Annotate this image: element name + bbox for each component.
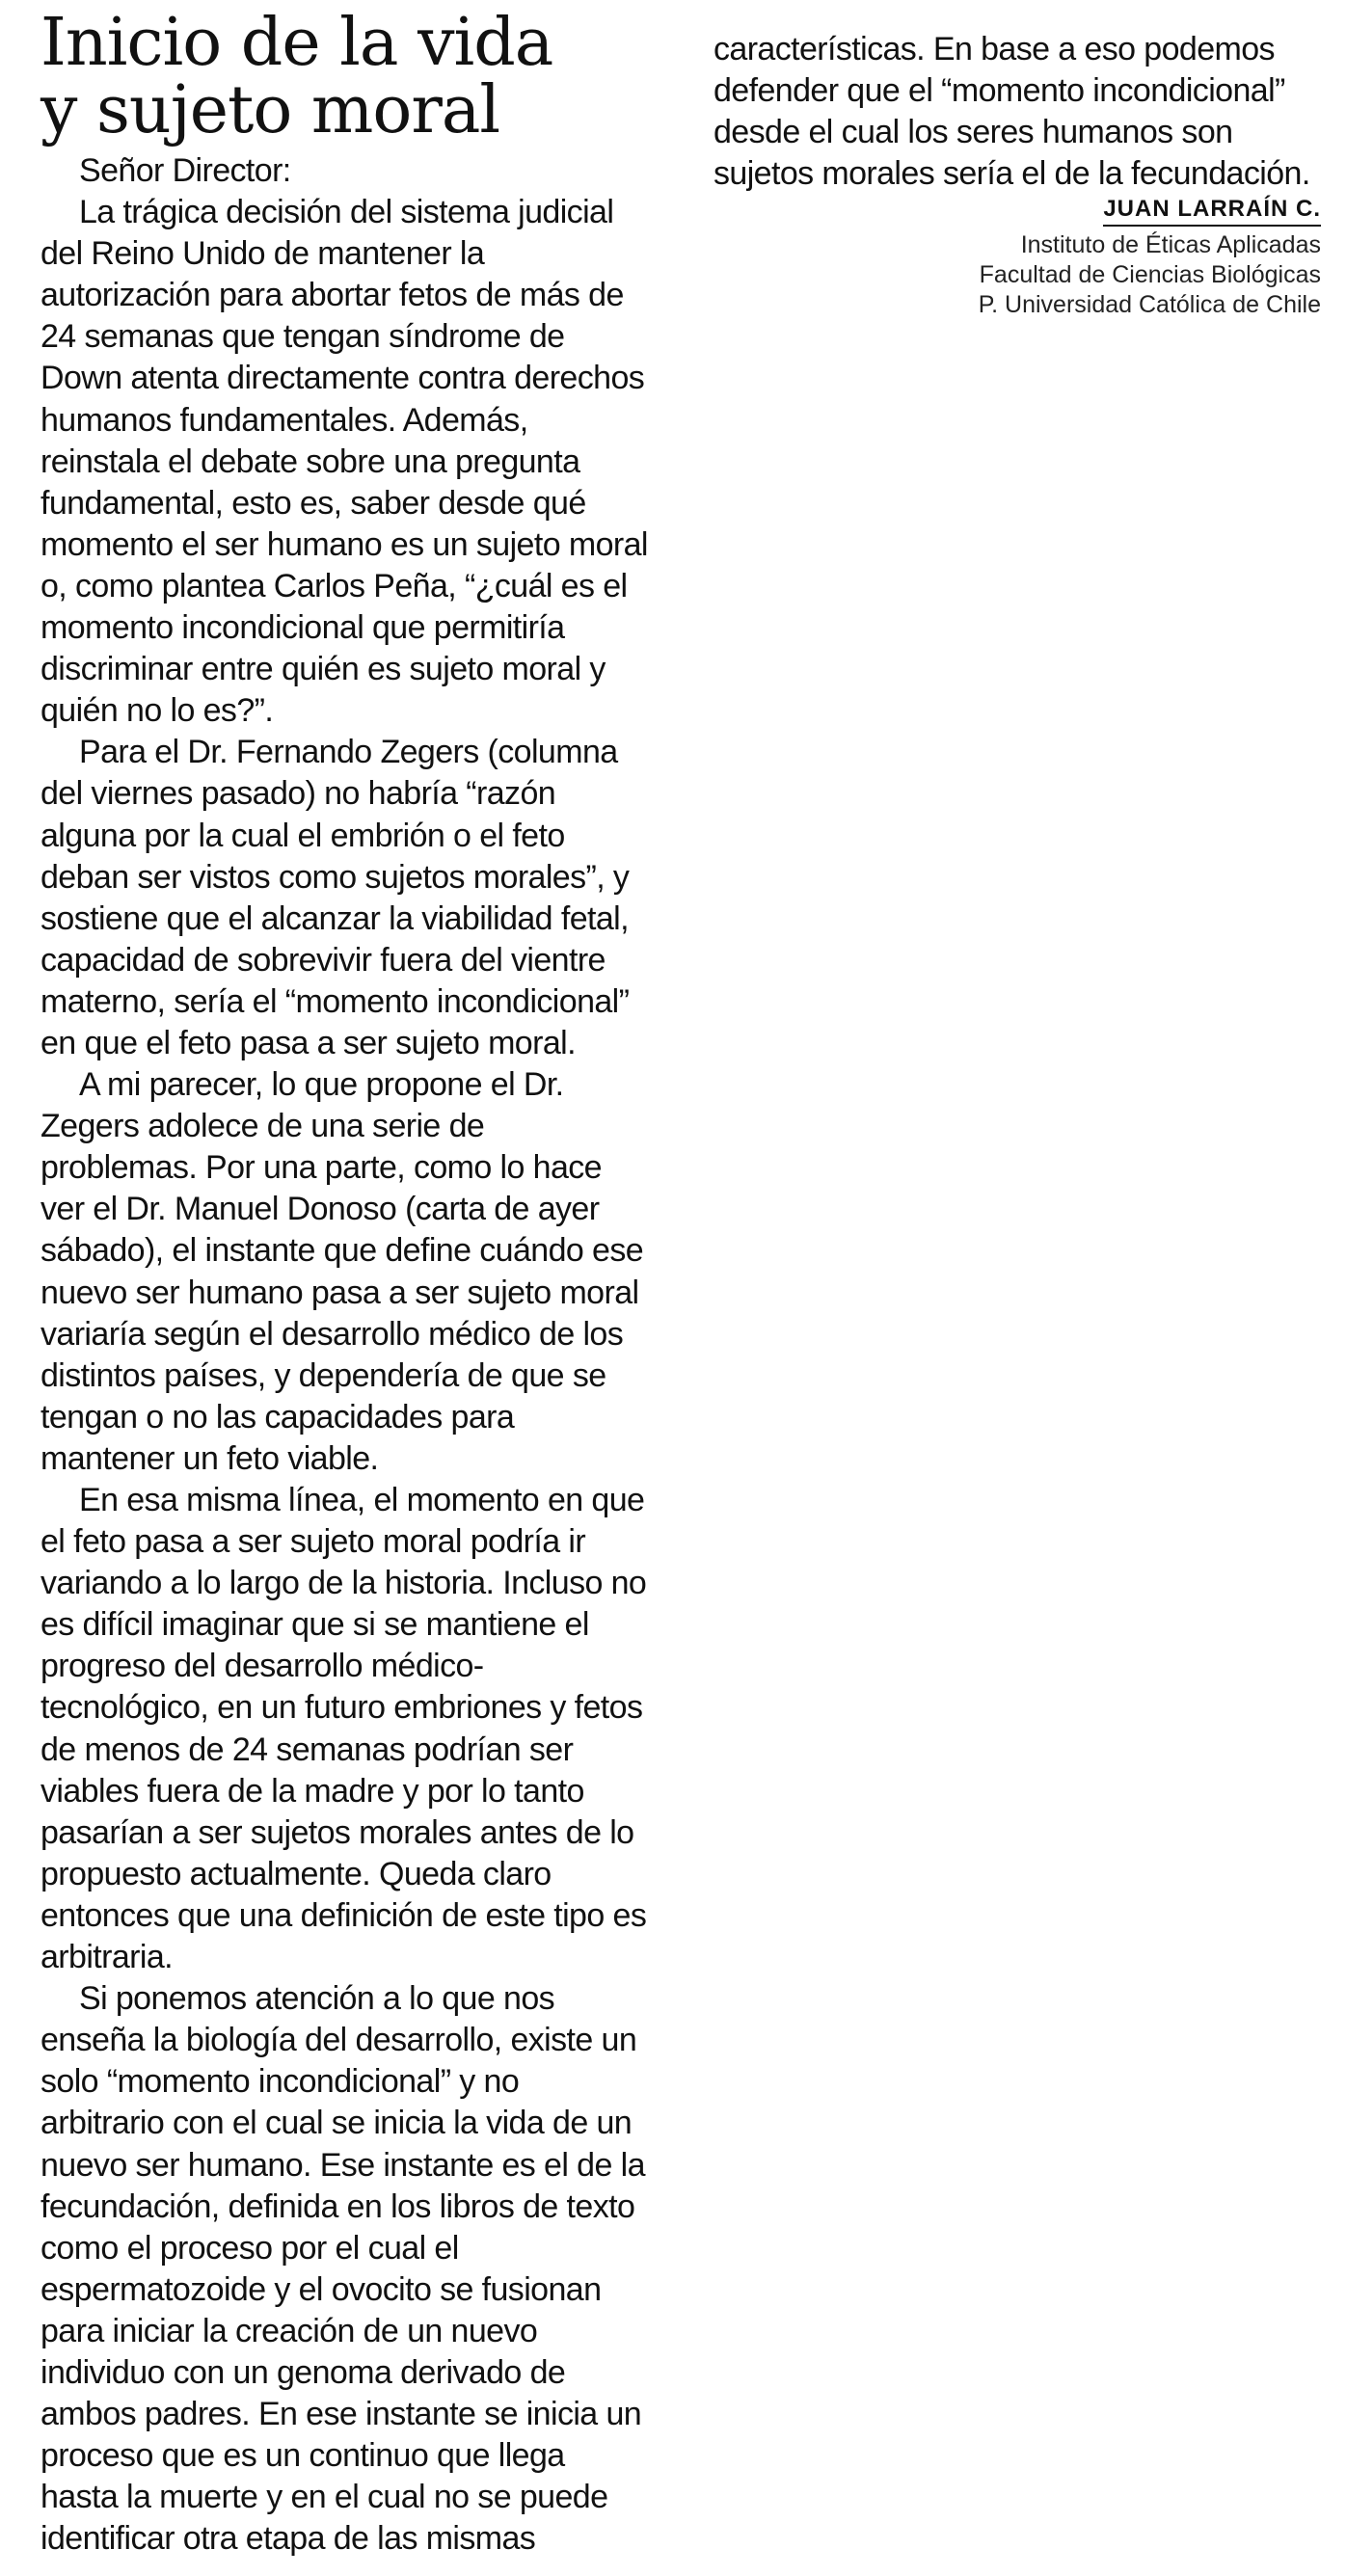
affiliation-line-3: P. Universidad Católica de Chile [978, 291, 1321, 319]
paragraph-3: A mi parecer, lo que propone el Dr. Zegers adolece de una serie de problemas. Por una parte, como lo hace ver el Dr. Manuel Donoso (carta de ayer sábado), el instante que define cuándo ese nuevo ser humano pasa a ser sujeto moral variaría según el desarrollo médico de los distintos países, y dependería de que se tengan o no las capacidades para mantener un feto viable. [40, 1066, 644, 1477]
salutation: Señor Director: [79, 152, 291, 189]
letter-body-continued [713, 29, 1321, 195]
letter-body [40, 150, 648, 2560]
letter-headline: Inicio de la vida y sujeto moral [40, 5, 553, 148]
paragraph-5: Si ponemos atención a lo que nos enseña la biología del desarrollo, existe un solo “momento incondicional” y no arbitrario con el cual se inicia la vida de un nuevo ser humano. Ese instante es el de la fecundación, definida en los libros de texto como el proceso por el cual el espermatozoide y el ovocito se fusionan para iniciar la creación de un nuevo individuo con un genoma derivado de ambos padres. En ese instante se inicia un proceso que es un continuo que llega hasta la muerte y en el cual no se puede identificar otra etapa de las mismas [40, 1980, 645, 2558]
signature-block [713, 195, 1321, 320]
paragraph-4: En esa misma línea, el momento en que el feto pasa a ser sujeto moral podría ir variando a lo largo de la historia. Incluso no es difícil imaginar que si se mantiene el progreso del desarrollo médico-tecnológico, en un futuro embriones y fetos de menos de 24 semanas podrían ser viables fuera de la madre y por lo tanto pasarían a ser sujetos morales antes de lo propuesto actualmente. Queda claro entonces que una definición de este tipo es arbitraria. [40, 1482, 647, 1976]
paragraph-continuation: características. En base a eso podemos defender que el “momento incondicional” desde el cual los seres humanos son sujetos morales sería el de la fecundación. [713, 31, 1310, 193]
author-name: JUAN LARRAÍN C. [1103, 195, 1321, 227]
left-column [40, 5, 648, 2560]
affiliation-line-1: Instituto de Éticas Aplicadas [1020, 231, 1321, 259]
right-column [713, 29, 1321, 320]
affiliation-line-2: Facultad de Ciencias Biológicas [979, 261, 1321, 289]
paragraph-2: Para el Dr. Fernando Zegers (columna del viernes pasado) no habría “razón alguna por la cual el embrión o el feto deban ser vistos como sujetos morales”, y sostiene que el alcanzar la viabilidad fetal, capacidad de sobrevivir fuera del vientre materno, sería el “momento incondicional” en que el feto pasa a ser sujeto moral. [40, 734, 630, 1061]
paragraph-1: La trágica decisión del sistema judicial del Reino Unido de mantener la autorización para abortar fetos de más de 24 semanas que tengan síndrome de Down atenta directamente contra derechos humanos fundamentales. Además, reinstala el debate sobre una pregunta fundamental, esto es, saber desde qué momento el ser humano es un sujeto moral o, como plantea Carlos Peña, “¿cuál es el momento incondicional que permitiría discriminar entre quién es sujeto moral y quién no lo es?”. [40, 194, 648, 730]
